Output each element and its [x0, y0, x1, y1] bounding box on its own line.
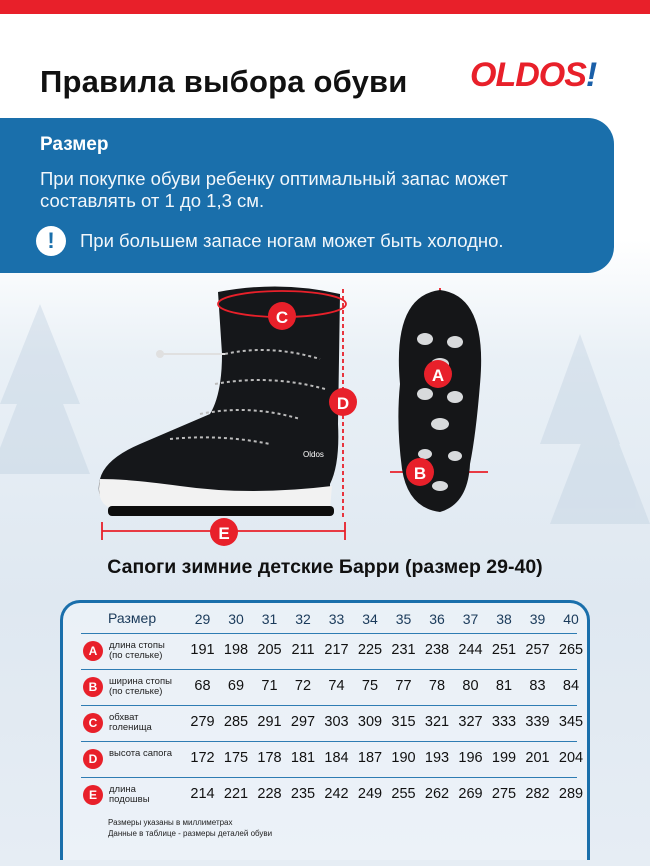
- table-cell: 244: [458, 642, 483, 658]
- brand-logo: [470, 56, 620, 102]
- row-divider: [81, 741, 577, 742]
- table-cell: 225: [357, 642, 383, 658]
- table-cell: 190: [391, 750, 416, 766]
- table-cell: 269: [458, 786, 483, 802]
- warning-row: [36, 226, 614, 256]
- table-cell: 69: [227, 678, 245, 694]
- table-cell: 275: [491, 786, 517, 802]
- row-marker-badge: C: [83, 713, 103, 733]
- row-label: ширина стопы (по стельке): [109, 676, 172, 697]
- info-heading: Размер: [40, 134, 109, 155]
- table-cell: 184: [324, 750, 349, 766]
- table-cell: 187: [357, 750, 383, 766]
- table-cell: 81: [495, 678, 513, 694]
- size-header-cell: 36: [429, 611, 445, 627]
- table-row: [63, 633, 587, 666]
- table-cell: 291: [257, 714, 282, 730]
- size-header-cell: 33: [328, 611, 345, 627]
- row-marker-badge: A: [83, 641, 103, 661]
- table-cell: 84: [562, 678, 580, 694]
- table-cell: 303: [324, 714, 349, 730]
- table-cell: 289: [558, 786, 584, 802]
- table-cell: 345: [558, 714, 584, 730]
- table-cell: 339: [525, 714, 550, 730]
- product-title: Сапоги зимние детские Барри (размер 29-40): [107, 556, 543, 578]
- top-accent-bar: [0, 0, 650, 14]
- size-header-cell: 35: [395, 611, 412, 627]
- size-header-cell: 38: [496, 611, 512, 627]
- table-cell: 211: [291, 642, 315, 658]
- table-cell: 80: [462, 678, 479, 694]
- table-cell: 201: [525, 750, 550, 766]
- footnote-details: Данные в таблице - размеры деталей обуви: [108, 829, 273, 838]
- size-header-cell: 40: [563, 611, 579, 627]
- table-cell: 251: [491, 642, 517, 658]
- boot-illustration: [0, 274, 650, 554]
- table-cell: 199: [491, 750, 517, 766]
- table-cell: 172: [190, 750, 215, 766]
- table-cell: 68: [194, 678, 211, 694]
- marker-a-label: A: [431, 366, 445, 385]
- table-cell: 262: [424, 786, 450, 802]
- marker-e: [210, 518, 238, 546]
- table-cell: 214: [190, 786, 215, 802]
- table-cell: 282: [525, 786, 550, 802]
- table-cell: 191: [190, 642, 215, 658]
- table-cell: 257: [525, 642, 550, 658]
- table-cell: 285: [223, 714, 249, 730]
- table-cell: 309: [357, 714, 383, 730]
- row-divider: [81, 633, 577, 634]
- row-label: длина стопы (по стельке): [109, 640, 165, 661]
- page-title: Правила выбора обуви: [40, 64, 408, 99]
- table-cell: 77: [395, 678, 412, 694]
- table-cell: 78: [428, 678, 446, 694]
- warning-text: При большем запасе ногам может быть холодно.: [80, 230, 504, 251]
- marker-c-label: C: [275, 308, 289, 327]
- boot-brand-label: Oldos: [303, 450, 324, 459]
- footnote-units: Размеры указаны в миллиметрах: [108, 818, 233, 827]
- marker-b-label: B: [413, 464, 427, 483]
- table-cell: 249: [357, 786, 383, 802]
- row-marker-badge: B: [83, 677, 103, 697]
- brand-logo-mark: !: [585, 56, 597, 94]
- table-cell: 221: [223, 786, 249, 802]
- info-text: При покупке обуви ребенку оптимальный запас может составлять от 1 до 1,3 см.: [40, 168, 508, 211]
- exclamation-icon: !: [36, 226, 66, 256]
- marker-d-label: D: [336, 394, 350, 413]
- marker-e-label: E: [218, 524, 230, 543]
- row-marker-badge: D: [83, 749, 103, 769]
- table-cell: 178: [257, 750, 282, 766]
- brand-logo-text: OLDOS: [470, 56, 586, 94]
- table-row: [63, 777, 587, 810]
- marker-c: [268, 302, 296, 330]
- size-header-row: [63, 607, 587, 633]
- table-cell: 327: [458, 714, 483, 730]
- table-cell: 235: [290, 786, 316, 802]
- table-cell: 198: [223, 642, 249, 658]
- size-header-cell: 30: [228, 611, 244, 627]
- row-label: длина подошвы: [109, 784, 150, 805]
- table-cell: 71: [261, 678, 278, 694]
- row-marker-badge: E: [83, 785, 103, 805]
- row-divider: [81, 705, 577, 706]
- table-row: [63, 669, 587, 702]
- table-cell: 205: [257, 642, 282, 658]
- table-cell: 83: [529, 678, 546, 694]
- table-cell: 175: [223, 750, 249, 766]
- table-cell: 255: [391, 786, 416, 802]
- boot-side-view: [99, 286, 340, 516]
- marker-a: [424, 360, 452, 388]
- size-header-cell: 29: [194, 611, 211, 627]
- table-row: [63, 705, 587, 738]
- table-cell: 321: [424, 714, 450, 730]
- size-header-cell: 34: [362, 611, 378, 627]
- table-cell: 279: [190, 714, 215, 730]
- table-cell: 193: [424, 750, 450, 766]
- size-header-cell: 39: [529, 611, 546, 627]
- table-cell: 242: [324, 786, 349, 802]
- table-cell: 74: [328, 678, 345, 694]
- table-cell: 238: [424, 642, 450, 658]
- size-header-label: Размер: [108, 610, 157, 626]
- row-divider: [81, 669, 577, 670]
- size-header-cell: 31: [261, 611, 278, 627]
- table-row: [63, 741, 587, 774]
- size-table: [60, 600, 590, 860]
- table-cell: 217: [324, 642, 349, 658]
- table-cell: 315: [391, 714, 416, 730]
- table-cell: 196: [458, 750, 483, 766]
- marker-b: [406, 458, 434, 486]
- table-cell: 333: [491, 714, 517, 730]
- marker-d: [329, 388, 357, 416]
- table-cell: 204: [558, 750, 584, 766]
- size-header-cell: 37: [462, 611, 479, 627]
- row-divider: [81, 777, 577, 778]
- table-cell: 228: [257, 786, 282, 802]
- table-cell: 297: [290, 714, 316, 730]
- size-info-panel: [0, 118, 614, 273]
- row-label: обхват голенища: [109, 712, 152, 733]
- table-cell: 75: [361, 678, 379, 694]
- table-cell: 265: [558, 642, 584, 658]
- table-cell: 231: [391, 642, 416, 658]
- table-cell: 72: [294, 678, 312, 694]
- size-header-cell: 32: [295, 611, 311, 627]
- row-label: высота сапога: [109, 748, 172, 759]
- table-cell: 181: [290, 750, 316, 766]
